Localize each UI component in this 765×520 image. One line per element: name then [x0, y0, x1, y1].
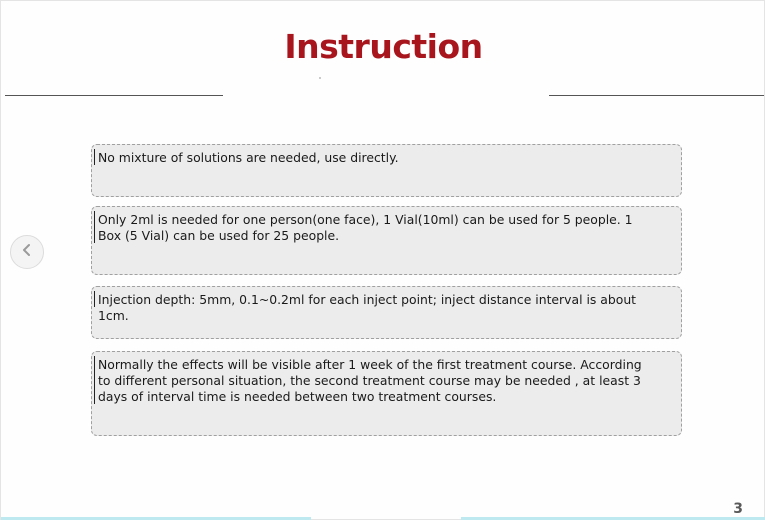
title-dot-decoration — [319, 77, 321, 79]
note-text: Only 2ml is needed for one person(one face), 1 Vial(10ml) can be used for 5 people. 1 Box (5 Vial) can be used for 25 people. — [98, 212, 633, 243]
slide-title: Instruction — [284, 27, 483, 66]
right-divider — [549, 95, 764, 96]
note-box — [91, 286, 682, 339]
text-cursor-bar — [94, 211, 95, 243]
text-cursor-bar — [94, 291, 95, 307]
previous-slide-button[interactable] — [10, 235, 44, 269]
chevron-left-icon — [19, 242, 35, 262]
text-cursor-bar — [94, 149, 95, 165]
note-box — [91, 351, 682, 436]
note-box — [91, 144, 682, 197]
text-cursor-bar — [94, 356, 95, 404]
page-number: 3 — [733, 501, 743, 517]
note-text: Injection depth: 5mm, 0.1~0.2ml for each inject point; inject distance interval is about 1cm. — [98, 292, 637, 323]
note-text: No mixture of solutions are needed, use directly. — [98, 150, 399, 165]
note-text: Normally the effects will be visible after 1 week of the first treatment course. According to different personal situation, the second treatment course may be needed , at least 3 days of interval time is needed between two treatment courses. — [98, 357, 642, 404]
note-box — [91, 206, 682, 275]
left-divider — [5, 95, 223, 96]
